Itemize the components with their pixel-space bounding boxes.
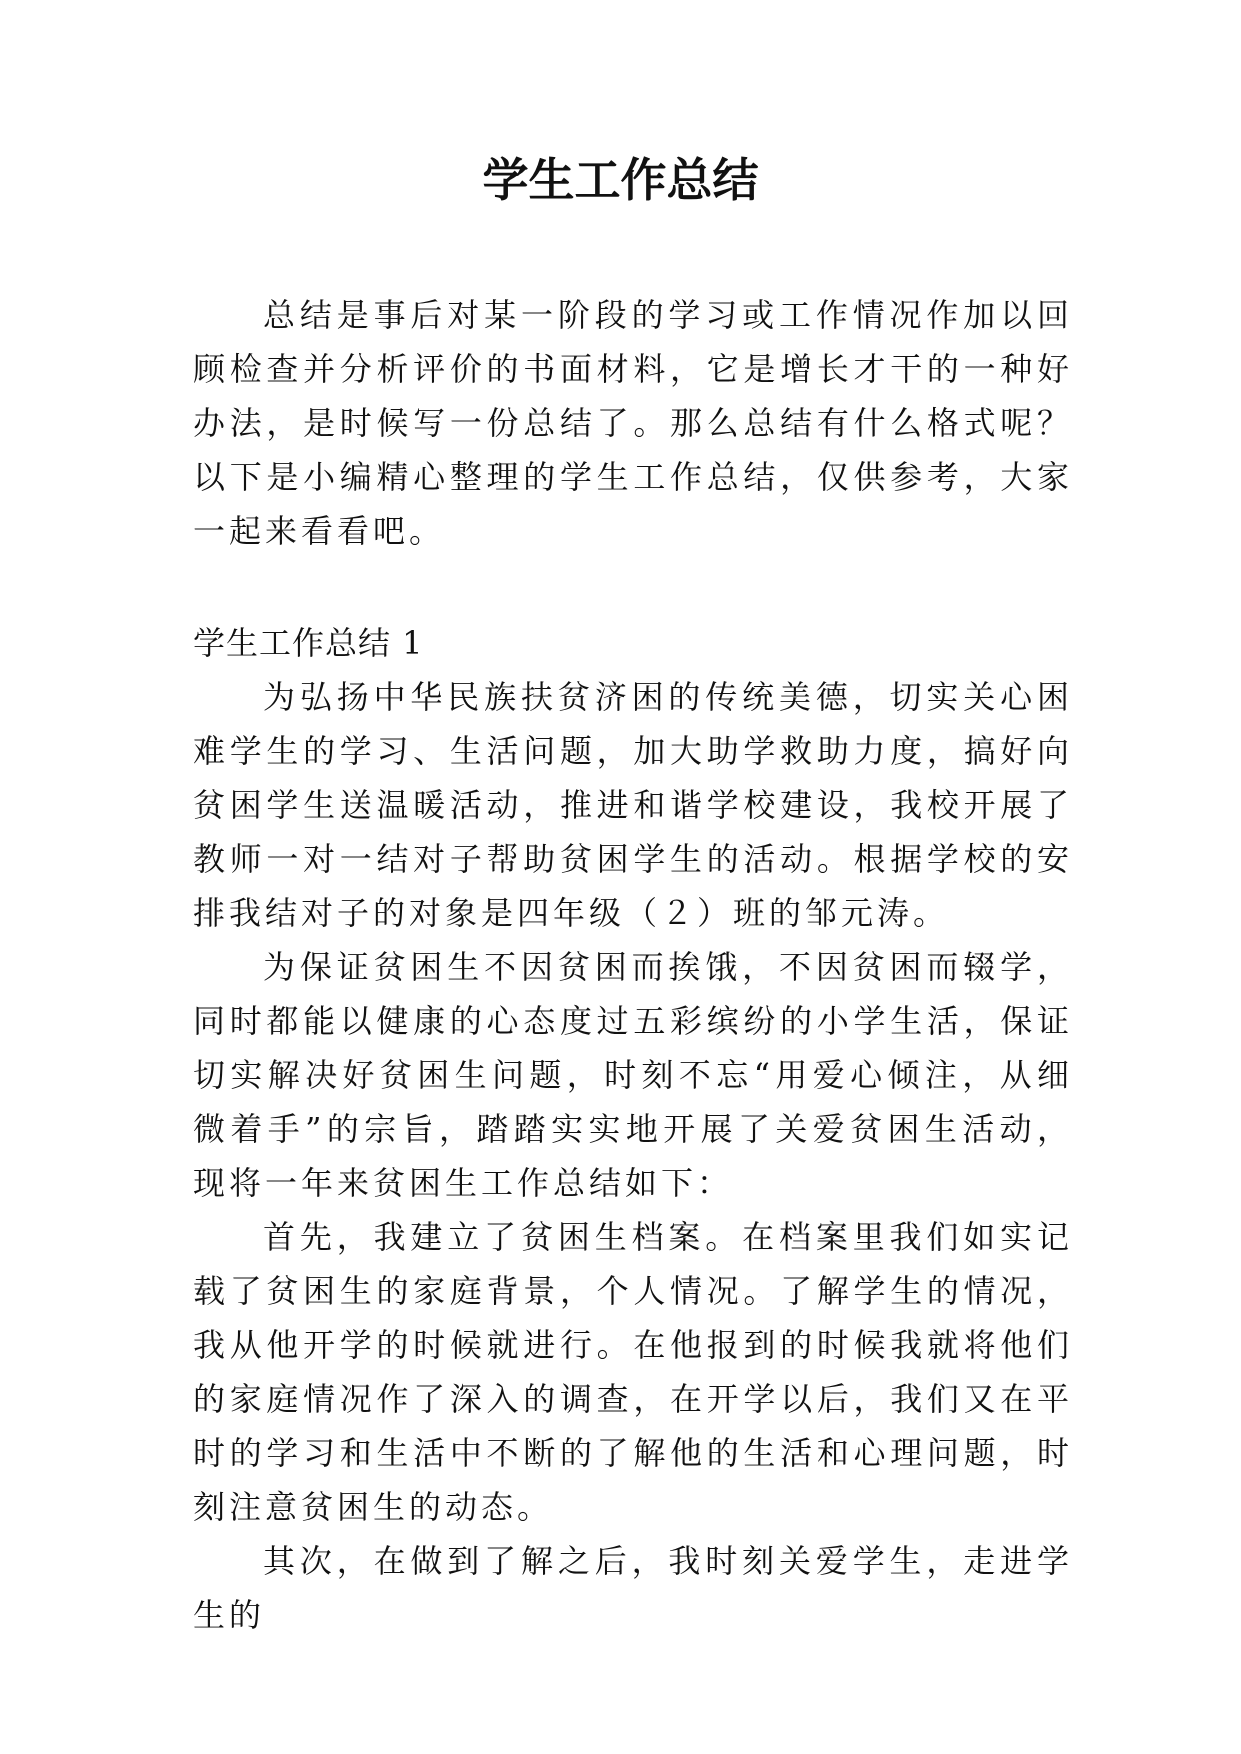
- document-body: [193, 288, 1073, 1642]
- document-title: 学生工作总结: [482, 153, 759, 207]
- spacer: [193, 558, 1073, 616]
- intro-paragraph: 总结是事后对某一阶段的学习或工作情况作加以回顾检查并分析评价的书面材料，它是增长才干的一种好办法，是时候写一份总结了。那么总结有什么格式呢？以下是小编精心整理的学生工作总结，仅供参考，大家一起来看看吧。: [193, 296, 1073, 550]
- body-paragraph-4: 其次，在做到了解之后，我时刻关爱学生，走进学生的: [193, 1542, 1073, 1634]
- body-paragraph-3: 首先，我建立了贫困生档案。在档案里我们如实记载了贫困生的家庭背景，个人情况。了解学生的情况，我从他开学的时候就进行。在他报到的时候我就将他们的家庭情况作了深入的调查，在开学以后，我们又在平时的学习和生活中不断的了解他的生活和心理问题，时刻注意贫困生的动态。: [193, 1218, 1073, 1526]
- body-paragraph-2: 为保证贫困生不因贫困而挨饿，不因贫困而辍学，同时都能以健康的心态度过五彩缤纷的小学生活，保证切实解决好贫困生问题，时刻不忘“用爱心倾注，从细微着手”的宗旨，踏踏实实地开展了关爱贫困生活动，现将一年来贫困生工作总结如下：: [193, 948, 1073, 1202]
- section-heading: 学生工作总结 1: [193, 624, 424, 662]
- body-paragraph-1: 为弘扬中华民族扶贫济困的传统美德，切实关心困难学生的学习、生活问题，加大助学救助力度，搞好向贫困学生送温暖活动，推进和谐学校建设，我校开展了教师一对一结对子帮助贫困学生的活动。根据学校的安排我结对子的对象是四年级（２）班的邹元涛。: [193, 678, 1073, 932]
